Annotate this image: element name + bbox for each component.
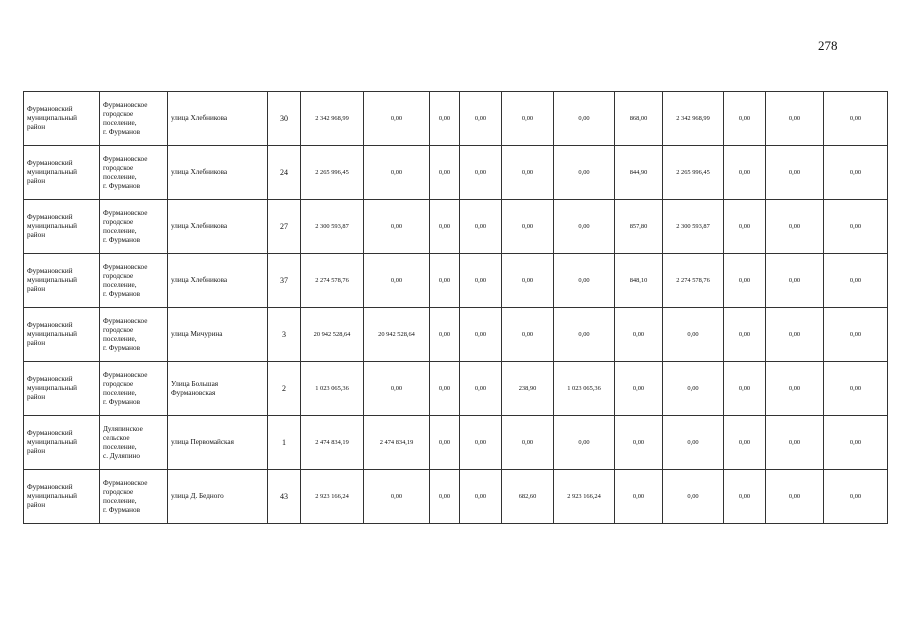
cell-cost-col-6	[364, 470, 430, 524]
cell-total-cost	[301, 362, 364, 416]
cell-area-col-9	[502, 254, 554, 308]
cell-text: 2 265 996,45	[676, 169, 710, 176]
cell-cost-col-7	[430, 362, 460, 416]
cell-cost-col-14	[766, 254, 824, 308]
cell-text: Фурмановский муниципальный район	[27, 483, 78, 509]
cell-total-cost	[301, 470, 364, 524]
cell-cost-col-10	[554, 416, 615, 470]
cell-cost-col-6	[364, 416, 430, 470]
cell-text: 0,00	[438, 277, 451, 284]
cell-cost-col-6	[364, 146, 430, 200]
table-row	[24, 92, 888, 146]
cell-text: 1	[282, 438, 286, 447]
table-row	[24, 416, 888, 470]
cell-cost-col-8	[460, 470, 502, 524]
cell-text: 0,00	[687, 385, 699, 392]
cell-cost-col-6	[364, 200, 430, 254]
cell-cost-col-8	[460, 416, 502, 470]
cell-total-cost	[301, 416, 364, 470]
cell-text: 0,00	[738, 169, 751, 176]
cell-cost-col-6	[364, 92, 430, 146]
cell-cost-col-12	[663, 92, 724, 146]
cell-cost-col-12	[663, 308, 724, 362]
cell-cost-col-8	[460, 362, 502, 416]
cell-text: 0,00	[849, 277, 862, 284]
cell-text: 0,00	[390, 277, 403, 284]
cell-cost-col-15	[824, 416, 888, 470]
cell-cost-col-10	[554, 92, 615, 146]
cell-text: 0,00	[849, 115, 862, 122]
cell-text: 0,00	[849, 331, 862, 338]
cell-cost-col-14	[766, 146, 824, 200]
cell-settlement	[100, 200, 168, 254]
cell-text: Фурмановское городское поселение, г. Фурманов	[103, 154, 148, 190]
cell-text: 1 023 065,36	[567, 385, 601, 392]
cell-text: 0,00	[521, 223, 534, 230]
cell-text: 2 265 996,45	[315, 169, 349, 176]
cell-text: 0,00	[578, 277, 590, 284]
cell-cost-col-8	[460, 146, 502, 200]
cell-text: Фурмановское городское поселение, г. Фурманов	[103, 316, 148, 352]
cell-text: Фурмановский муниципальный район	[27, 321, 78, 347]
cell-district	[24, 254, 100, 308]
table-row	[24, 470, 888, 524]
cell-area-col-9	[502, 308, 554, 362]
cell-text: Дуляпинское сельское поселение, с. Дуляпино	[103, 424, 143, 460]
cell-text: 0,00	[788, 115, 801, 122]
cell-cost-col-10	[554, 200, 615, 254]
cell-cost-col-12	[663, 254, 724, 308]
cell-text: 37	[280, 276, 288, 285]
cell-cost-col-13	[724, 470, 766, 524]
cell-cost-col-12	[663, 200, 724, 254]
cell-text: 0,00	[788, 493, 801, 500]
cell-cost-col-7	[430, 254, 460, 308]
cell-cost-col-7	[430, 146, 460, 200]
cell-text: 24	[280, 168, 288, 177]
cell-text: 30	[280, 114, 288, 123]
cell-total-cost	[301, 92, 364, 146]
cell-street	[168, 254, 268, 308]
cell-text: улица Мичурина	[171, 330, 223, 338]
cell-cost-col-7	[430, 416, 460, 470]
cell-cost-col-12	[663, 416, 724, 470]
cell-total-cost	[301, 200, 364, 254]
cell-text: 0,00	[738, 439, 751, 446]
cell-text: 0,00	[738, 385, 751, 392]
cell-cost-col-13	[724, 416, 766, 470]
cell-text: 0,00	[474, 115, 487, 122]
cell-text: 0,00	[521, 277, 534, 284]
cell-text: Фурмановское городское поселение, г. Фурманов	[103, 208, 148, 244]
cell-cost-col-14	[766, 416, 824, 470]
cell-text: 2 274 578,76	[676, 277, 710, 284]
cell-cost-col-15	[824, 200, 888, 254]
cell-cost-col-13	[724, 146, 766, 200]
cell-text: улица Д. Бедного	[171, 492, 224, 500]
cell-street	[168, 416, 268, 470]
cell-street	[168, 308, 268, 362]
data-table	[23, 91, 888, 524]
cell-text: 0,00	[474, 493, 487, 500]
cell-text: 0,00	[788, 331, 801, 338]
cell-house-number	[268, 92, 301, 146]
cell-text: 844,90	[629, 169, 648, 176]
cell-settlement	[100, 92, 168, 146]
cell-street	[168, 362, 268, 416]
cell-text: 1 023 065,36	[315, 385, 349, 392]
cell-text: 0,00	[390, 385, 403, 392]
cell-text: 0,00	[738, 277, 751, 284]
cell-cost-col-10	[554, 308, 615, 362]
cell-text: 0,00	[521, 115, 534, 122]
cell-text: 0,00	[788, 169, 801, 176]
cell-cost-col-14	[766, 362, 824, 416]
cell-text: 0,00	[578, 331, 590, 338]
cell-cost-col-12	[663, 470, 724, 524]
cell-cost-col-12	[663, 362, 724, 416]
cell-text: улица Хлебникова	[171, 222, 228, 230]
cell-text: 2	[282, 384, 286, 393]
cell-district	[24, 308, 100, 362]
cell-cost-col-6	[364, 254, 430, 308]
cell-text: 0,00	[687, 493, 699, 500]
cell-cost-col-10	[554, 146, 615, 200]
cell-area-col-11	[615, 308, 663, 362]
cell-cost-col-14	[766, 92, 824, 146]
cell-settlement	[100, 416, 168, 470]
cell-cost-col-14	[766, 470, 824, 524]
cell-cost-col-10	[554, 254, 615, 308]
cell-text: 0,00	[521, 331, 534, 338]
cell-text: 20 942 528,64	[313, 331, 351, 338]
cell-text: 2 300 593,87	[676, 223, 710, 230]
cell-area-col-11	[615, 200, 663, 254]
cell-text: 0,00	[390, 223, 403, 230]
cell-text: 0,00	[738, 331, 751, 338]
cell-cost-col-8	[460, 92, 502, 146]
cell-text: 0,00	[390, 169, 403, 176]
cell-house-number	[268, 200, 301, 254]
cell-district	[24, 200, 100, 254]
cell-area-col-9	[502, 470, 554, 524]
cell-cost-col-15	[824, 146, 888, 200]
cell-street	[168, 92, 268, 146]
cell-total-cost	[301, 308, 364, 362]
cell-text: 0,00	[849, 223, 862, 230]
cell-area-col-9	[502, 92, 554, 146]
cell-text: 0,00	[438, 223, 451, 230]
cell-text: 0,00	[474, 439, 487, 446]
cell-house-number	[268, 254, 301, 308]
cell-text: 2 474 834,19	[379, 439, 414, 446]
cell-cost-col-15	[824, 308, 888, 362]
page-number: 278	[818, 38, 838, 53]
cell-area-col-11	[615, 416, 663, 470]
cell-text: 43	[280, 492, 288, 501]
cell-cost-col-7	[430, 470, 460, 524]
cell-text: 2 300 593,87	[315, 223, 349, 230]
cell-text: 848,10	[629, 277, 648, 284]
cell-district	[24, 92, 100, 146]
cell-text: 2 474 834,19	[315, 439, 349, 446]
cell-text: 0,00	[632, 331, 645, 338]
cell-text: 2 342 968,99	[676, 115, 710, 122]
table-row	[24, 308, 888, 362]
cell-cost-col-15	[824, 92, 888, 146]
cell-text: 0,00	[687, 331, 699, 338]
cell-text: 3	[282, 330, 286, 339]
table-row	[24, 200, 888, 254]
cell-text: 857,80	[629, 223, 648, 230]
cell-text: Улица Большая Фурмановская	[171, 379, 219, 397]
table-row	[24, 254, 888, 308]
cell-text: 0,00	[578, 223, 590, 230]
cell-text: Фурмановский муниципальный район	[27, 267, 78, 293]
cell-text: 0,00	[849, 385, 862, 392]
cell-cost-col-13	[724, 92, 766, 146]
cell-settlement	[100, 470, 168, 524]
cell-text: 2 342 968,99	[315, 115, 349, 122]
cell-text: 0,00	[788, 385, 801, 392]
cell-text: 0,00	[849, 169, 862, 176]
cell-text: Фурмановское городское поселение, г. Фурманов	[103, 262, 148, 298]
cell-text: улица Хлебникова	[171, 276, 228, 284]
cell-street	[168, 146, 268, 200]
cell-text: 0,00	[474, 331, 487, 338]
cell-district	[24, 146, 100, 200]
cell-text: Фурмановский муниципальный район	[27, 375, 78, 401]
cell-text: 0,00	[788, 439, 801, 446]
cell-text: 0,00	[632, 493, 645, 500]
cell-cost-col-14	[766, 308, 824, 362]
cell-cost-col-8	[460, 200, 502, 254]
cell-text: Фурмановский муниципальный район	[27, 213, 78, 239]
cell-text: улица Хлебникова	[171, 114, 228, 122]
cell-cost-col-15	[824, 362, 888, 416]
cell-total-cost	[301, 254, 364, 308]
cell-cost-col-15	[824, 254, 888, 308]
cell-text: 2 274 578,76	[315, 277, 349, 284]
table-row	[24, 146, 888, 200]
cell-area-col-9	[502, 200, 554, 254]
cell-text: 20 942 528,64	[378, 331, 415, 338]
cell-cost-col-13	[724, 362, 766, 416]
cell-house-number	[268, 470, 301, 524]
cell-area-col-11	[615, 254, 663, 308]
cell-text: 0,00	[438, 331, 451, 338]
cell-cost-col-7	[430, 92, 460, 146]
cell-cost-col-10	[554, 470, 615, 524]
cell-district	[24, 470, 100, 524]
cell-text: 0,00	[438, 439, 451, 446]
cell-text: 0,00	[849, 439, 862, 446]
cell-text: 0,00	[521, 439, 534, 446]
cell-text: 2 923 166,24	[567, 493, 601, 500]
cell-text: Фурмановское городское поселение, г. Фурманов	[103, 370, 148, 406]
cell-text: 0,00	[438, 169, 451, 176]
cell-text: 0,00	[738, 223, 751, 230]
cell-cost-col-15	[824, 470, 888, 524]
cell-text: 238,90	[518, 385, 537, 392]
cell-cost-col-8	[460, 254, 502, 308]
cell-text: Фурмановское городское поселение, г. Фурманов	[103, 478, 148, 514]
cell-text: 0,00	[390, 493, 403, 500]
cell-text: 0,00	[849, 493, 862, 500]
cell-area-col-9	[502, 362, 554, 416]
cell-house-number	[268, 146, 301, 200]
cell-cost-col-13	[724, 254, 766, 308]
cell-text: 0,00	[578, 169, 590, 176]
cell-house-number	[268, 416, 301, 470]
cell-total-cost	[301, 146, 364, 200]
cell-text: 0,00	[474, 277, 487, 284]
cell-text: Фурмановский муниципальный район	[27, 429, 78, 455]
cell-settlement	[100, 254, 168, 308]
cell-text: 0,00	[438, 385, 451, 392]
cell-text: 0,00	[738, 493, 751, 500]
cell-text: 0,00	[687, 439, 699, 446]
cell-text: 682,60	[518, 493, 537, 500]
cell-text: 0,00	[474, 223, 487, 230]
cell-text: 0,00	[738, 115, 751, 122]
cell-area-col-9	[502, 146, 554, 200]
cell-text: 868,00	[629, 115, 648, 122]
cell-cost-col-8	[460, 308, 502, 362]
cell-area-col-11	[615, 146, 663, 200]
cell-text: 0,00	[521, 169, 534, 176]
cell-text: 0,00	[390, 115, 403, 122]
cell-text: 0,00	[632, 439, 645, 446]
cell-cost-col-13	[724, 308, 766, 362]
cell-area-col-11	[615, 92, 663, 146]
cell-settlement	[100, 308, 168, 362]
cell-text: 0,00	[578, 439, 590, 446]
cell-text: 0,00	[632, 385, 645, 392]
cell-text: 0,00	[578, 115, 590, 122]
cell-text: 0,00	[438, 493, 451, 500]
cell-text: 27	[280, 222, 288, 231]
cell-text: Фурмановское городское поселение, г. Фурманов	[103, 100, 148, 136]
cell-area-col-11	[615, 470, 663, 524]
cell-area-col-9	[502, 416, 554, 470]
cell-cost-col-10	[554, 362, 615, 416]
cell-text: Фурмановский муниципальный район	[27, 159, 78, 185]
table-row	[24, 362, 888, 416]
cell-street	[168, 200, 268, 254]
cell-cost-col-12	[663, 146, 724, 200]
cell-text: 0,00	[438, 115, 451, 122]
cell-settlement	[100, 362, 168, 416]
cell-district	[24, 416, 100, 470]
cell-settlement	[100, 146, 168, 200]
cell-text: 0,00	[788, 223, 801, 230]
cell-text: улица Хлебникова	[171, 168, 228, 176]
cell-text: 0,00	[474, 385, 487, 392]
cell-text: 2 923 166,24	[315, 493, 349, 500]
cell-text: Фурмановский муниципальный район	[27, 105, 78, 131]
cell-cost-col-6	[364, 362, 430, 416]
cell-cost-col-7	[430, 200, 460, 254]
cell-cost-col-6	[364, 308, 430, 362]
cell-cost-col-13	[724, 200, 766, 254]
cell-cost-col-7	[430, 308, 460, 362]
cell-text: 0,00	[788, 277, 801, 284]
cell-street	[168, 470, 268, 524]
cell-house-number	[268, 362, 301, 416]
cell-cost-col-14	[766, 200, 824, 254]
cell-house-number	[268, 308, 301, 362]
cell-area-col-11	[615, 362, 663, 416]
cell-district	[24, 362, 100, 416]
cell-text: 0,00	[474, 169, 487, 176]
cell-text: улица Первомайская	[171, 438, 234, 446]
